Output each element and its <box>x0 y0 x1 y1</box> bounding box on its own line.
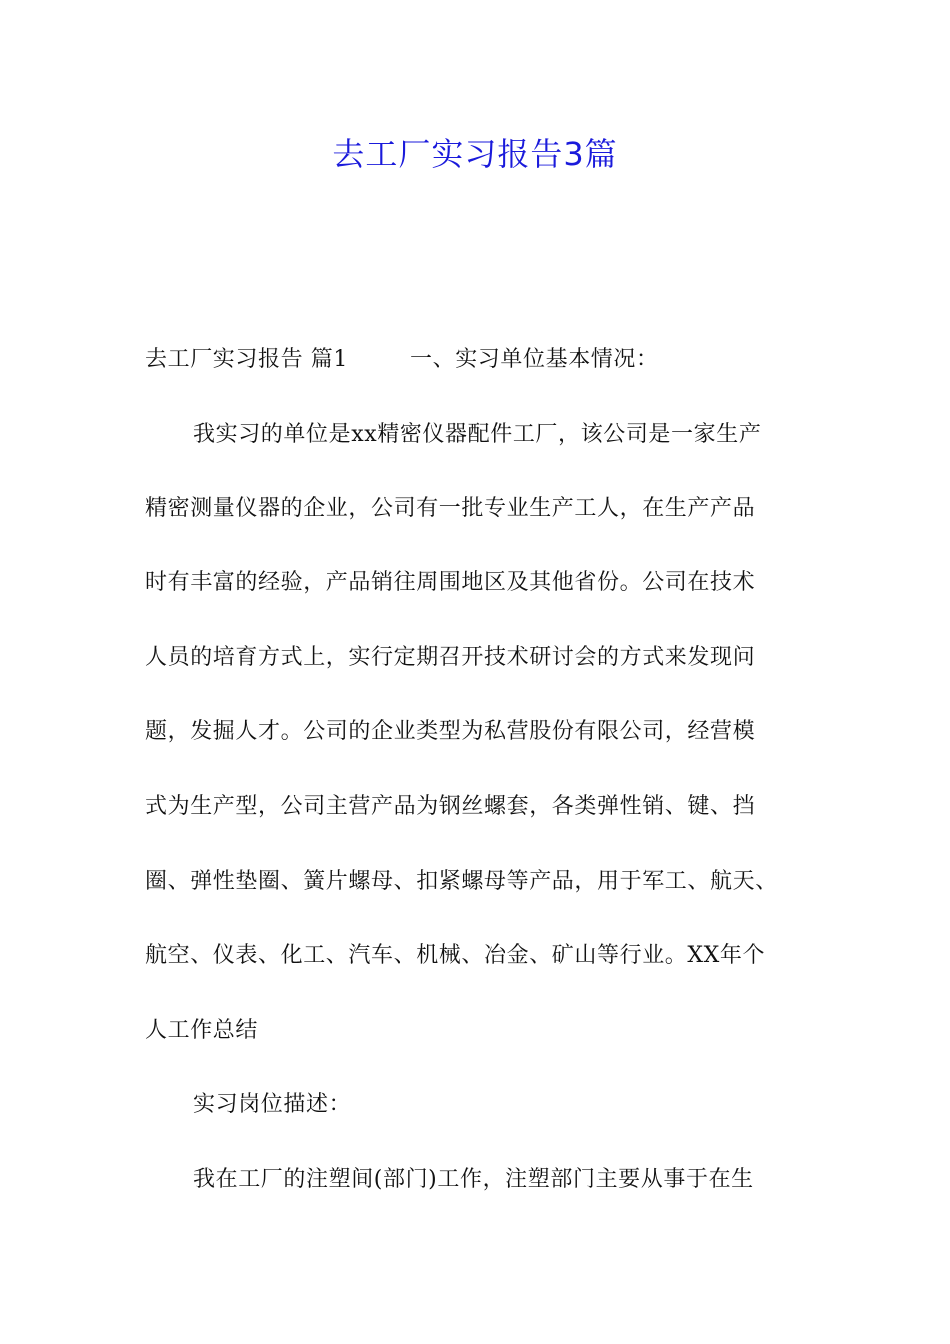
document-title: 去工厂实习报告3篇 <box>332 135 618 173</box>
section-heading: 去工厂实习报告 篇1 <box>145 347 348 372</box>
paragraph-line: 我实习的单位是xx精密仪器配件工厂，该公司是一家生产 <box>193 422 762 447</box>
paragraph-line: 人员的培育方式上，实行定期召开技术研讨会的方式来发现问 <box>145 645 756 670</box>
subsection-label: 实习岗位描述： <box>193 1092 352 1117</box>
paragraph-line: 时有丰富的经验，产品销往周围地区及其他省份。公司在技术 <box>145 570 756 595</box>
paragraph-line: 式为生产型，公司主营产品为钢丝螺套，各类弹性销、键、挡 <box>145 794 756 819</box>
section-heading-line <box>145 343 659 377</box>
paragraph-line: 我在工厂的注塑间(部门)工作，注塑部门主要从事于在生 <box>193 1167 754 1192</box>
paragraph-line: 航空、仪表、化工、汽车、机械、冶金、矿山等行业。XX年个 <box>145 943 766 968</box>
subsection-heading: 一、实习单位基本情况： <box>410 347 659 372</box>
paragraph-line: 精密测量仪器的企业，公司有一批专业生产工人，在生产产品 <box>145 496 756 521</box>
paragraph-line: 圈、弹性垫圈、簧片螺母、扣紧螺母等产品，用于军工、航天、 <box>145 869 778 894</box>
paragraph-line: 人工作总结 <box>145 1018 259 1043</box>
paragraph-line: 题，发掘人才。公司的企业类型为私营股份有限公司，经营模 <box>145 719 756 744</box>
